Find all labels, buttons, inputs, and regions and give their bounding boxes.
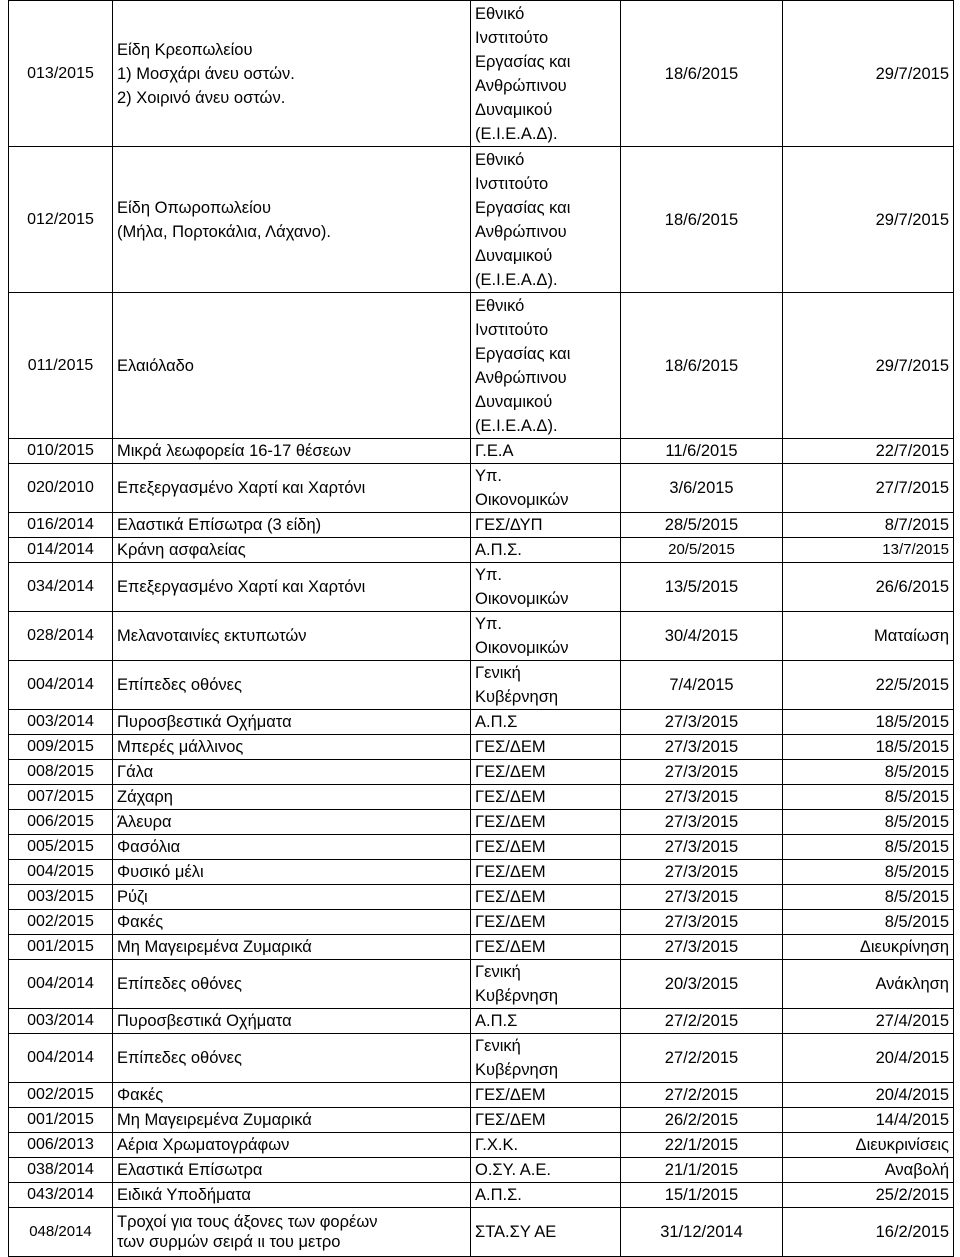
tender-date-end: 16/2/2015 — [783, 1208, 954, 1257]
tender-date-start: 27/3/2015 — [621, 810, 783, 835]
tender-code: 003/2015 — [9, 885, 113, 910]
table-row — [9, 1034, 954, 1083]
tender-item: Άλευρα — [113, 810, 471, 835]
tender-agency: Γενική Κυβέρνηση — [471, 960, 621, 1009]
tender-agency: Εθνικό Ινστιτούτο Εργασίας και Ανθρώπινου Δυναμικού (Ε.Ι.Ε.Α.Δ). — [471, 1, 621, 147]
tender-code: 001/2015 — [9, 1108, 113, 1133]
tender-code: 034/2014 — [9, 563, 113, 612]
tender-agency: Υπ. Οικονομικών — [471, 563, 621, 612]
tender-agency: Υπ. Οικονομικών — [471, 464, 621, 513]
tender-agency: ΓΕΣ/ΔΕΜ — [471, 910, 621, 935]
tender-agency: Α.Π.Σ — [471, 1009, 621, 1034]
table-row — [9, 710, 954, 735]
tender-item: Κράνη ασφαλείας — [113, 538, 471, 563]
tender-code: 013/2015 — [9, 1, 113, 147]
tender-agency: ΓΕΣ/ΔΥΠ — [471, 513, 621, 538]
tender-date-start: 13/5/2015 — [621, 563, 783, 612]
tender-code: 011/2015 — [9, 293, 113, 439]
tender-item: Μελανοταινίες εκτυπωτών — [113, 612, 471, 661]
table-row — [9, 464, 954, 513]
tender-agency: ΣΤΑ.ΣΥ ΑΕ — [471, 1208, 621, 1257]
table-row — [9, 147, 954, 293]
table-row — [9, 835, 954, 860]
tender-date-end: 29/7/2015 — [783, 147, 954, 293]
tender-date-end: 27/7/2015 — [783, 464, 954, 513]
tender-date-start: 30/4/2015 — [621, 612, 783, 661]
tender-item: Φακές — [113, 1083, 471, 1108]
tender-code: 003/2014 — [9, 1009, 113, 1034]
tender-agency: ΓΕΣ/ΔΕΜ — [471, 860, 621, 885]
tender-item: Ειδικά Υποδήματα — [113, 1183, 471, 1208]
tender-item: Μη Μαγειρεμένα Ζυμαρικά — [113, 935, 471, 960]
tender-date-start: 3/6/2015 — [621, 464, 783, 513]
tender-date-start: 20/3/2015 — [621, 960, 783, 1009]
table-row — [9, 860, 954, 885]
tender-date-start: 21/1/2015 — [621, 1158, 783, 1183]
table-row — [9, 1208, 954, 1257]
table-row — [9, 1083, 954, 1108]
tender-item: Ζάχαρη — [113, 785, 471, 810]
tender-item: Ελαστικά Επίσωτρα — [113, 1158, 471, 1183]
tender-item: Ελαστικά Επίσωτρα (3 είδη) — [113, 513, 471, 538]
tender-date-start: 27/3/2015 — [621, 735, 783, 760]
tender-date-start: 28/5/2015 — [621, 513, 783, 538]
tender-date-end: 18/5/2015 — [783, 710, 954, 735]
tender-agency: ΓΕΣ/ΔΕΜ — [471, 1083, 621, 1108]
tender-date-end: 29/7/2015 — [783, 293, 954, 439]
tender-date-start: 27/3/2015 — [621, 860, 783, 885]
tender-item: Ρύζι — [113, 885, 471, 910]
table-row — [9, 538, 954, 563]
tender-agency: ΓΕΣ/ΔΕΜ — [471, 1108, 621, 1133]
table-row — [9, 760, 954, 785]
tender-date-end: 22/5/2015 — [783, 661, 954, 710]
tender-agency: Γενική Κυβέρνηση — [471, 1034, 621, 1083]
tender-date-start: 31/12/2014 — [621, 1208, 783, 1257]
tender-date-start: 27/2/2015 — [621, 1009, 783, 1034]
tender-table — [8, 0, 954, 1257]
tender-code: 006/2015 — [9, 810, 113, 835]
table-row — [9, 885, 954, 910]
tender-code: 038/2014 — [9, 1158, 113, 1183]
table-row — [9, 563, 954, 612]
tender-item: Είδη Οπωροπωλείου (Μήλα, Πορτοκάλια, Λάχανο). — [113, 147, 471, 293]
tender-agency: Εθνικό Ινστιτούτο Εργασίας και Ανθρώπινου Δυναμικού (Ε.Ι.Ε.Α.Δ). — [471, 293, 621, 439]
tender-code: 006/2013 — [9, 1133, 113, 1158]
tender-agency: ΓΕΣ/ΔΕΜ — [471, 810, 621, 835]
table-row — [9, 293, 954, 439]
tender-item: Επίπεδες οθόνες — [113, 960, 471, 1009]
tender-agency: Ο.ΣΥ. Α.Ε. — [471, 1158, 621, 1183]
tender-item: Πυροσβεστικά Οχήματα — [113, 1009, 471, 1034]
table-row — [9, 785, 954, 810]
tender-agency: ΓΕΣ/ΔΕΜ — [471, 760, 621, 785]
table-row — [9, 910, 954, 935]
tender-agency: Α.Π.Σ. — [471, 1183, 621, 1208]
table-row — [9, 1183, 954, 1208]
tender-date-start: 27/3/2015 — [621, 710, 783, 735]
tender-code: 010/2015 — [9, 439, 113, 464]
tender-code: 043/2014 — [9, 1183, 113, 1208]
tender-code: 004/2014 — [9, 960, 113, 1009]
tender-code: 004/2015 — [9, 860, 113, 885]
tender-date-start: 27/3/2015 — [621, 935, 783, 960]
tender-date-start: 18/6/2015 — [621, 147, 783, 293]
tender-date-start: 27/3/2015 — [621, 885, 783, 910]
tender-item: Αέρια Χρωματογράφων — [113, 1133, 471, 1158]
tender-agency: Γ.Χ.Κ. — [471, 1133, 621, 1158]
tender-date-end: Αναβολή — [783, 1158, 954, 1183]
tender-agency: Γενική Κυβέρνηση — [471, 661, 621, 710]
tender-date-end: 27/4/2015 — [783, 1009, 954, 1034]
tender-agency: ΓΕΣ/ΔΕΜ — [471, 885, 621, 910]
tender-date-end: Διευκρίνηση — [783, 935, 954, 960]
tender-date-end: 26/6/2015 — [783, 563, 954, 612]
tender-item: Γάλα — [113, 760, 471, 785]
table-row — [9, 661, 954, 710]
tender-code: 004/2014 — [9, 1034, 113, 1083]
tender-date-end: Διευκρινίσεις — [783, 1133, 954, 1158]
tender-code: 016/2014 — [9, 513, 113, 538]
tender-agency: ΓΕΣ/ΔΕΜ — [471, 785, 621, 810]
tender-date-start: 18/6/2015 — [621, 1, 783, 147]
tender-date-start: 26/2/2015 — [621, 1108, 783, 1133]
tender-agency: Α.Π.Σ — [471, 710, 621, 735]
tender-date-end: 13/7/2015 — [783, 538, 954, 563]
tender-date-start: 27/2/2015 — [621, 1034, 783, 1083]
tender-date-start: 20/5/2015 — [621, 538, 783, 563]
tender-date-end: 25/2/2015 — [783, 1183, 954, 1208]
tender-date-end: Ανάκληση — [783, 960, 954, 1009]
tender-date-end: 29/7/2015 — [783, 1, 954, 147]
tender-agency: Υπ. Οικονομικών — [471, 612, 621, 661]
tender-agency: Εθνικό Ινστιτούτο Εργασίας και Ανθρώπινου Δυναμικού (Ε.Ι.Ε.Α.Δ). — [471, 147, 621, 293]
tender-code: 007/2015 — [9, 785, 113, 810]
tender-date-start: 27/3/2015 — [621, 785, 783, 810]
table-row — [9, 1, 954, 147]
tender-agency: Γ.Ε.Α — [471, 439, 621, 464]
tender-date-end: Ματαίωση — [783, 612, 954, 661]
tender-code: 009/2015 — [9, 735, 113, 760]
tender-code: 004/2014 — [9, 661, 113, 710]
tender-date-end: 8/7/2015 — [783, 513, 954, 538]
table-row — [9, 960, 954, 1009]
tender-code: 008/2015 — [9, 760, 113, 785]
tender-item: Πυροσβεστικά Οχήματα — [113, 710, 471, 735]
tender-agency: ΓΕΣ/ΔΕΜ — [471, 935, 621, 960]
tender-agency: ΓΕΣ/ΔΕΜ — [471, 835, 621, 860]
tender-item: Ελαιόλαδο — [113, 293, 471, 439]
tender-agency: Α.Π.Σ. — [471, 538, 621, 563]
table-row — [9, 1133, 954, 1158]
tender-date-end: 8/5/2015 — [783, 860, 954, 885]
tender-code: 048/2014 — [9, 1208, 113, 1257]
tender-code: 012/2015 — [9, 147, 113, 293]
tender-table-body — [9, 1, 954, 1257]
tender-date-end: 14/4/2015 — [783, 1108, 954, 1133]
tender-code: 002/2015 — [9, 1083, 113, 1108]
tender-date-start: 15/1/2015 — [621, 1183, 783, 1208]
tender-date-start: 18/6/2015 — [621, 293, 783, 439]
tender-date-end: 22/7/2015 — [783, 439, 954, 464]
tender-code: 028/2014 — [9, 612, 113, 661]
tender-item: Μπερές μάλλινος — [113, 735, 471, 760]
tender-code: 020/2010 — [9, 464, 113, 513]
tender-date-end: 8/5/2015 — [783, 785, 954, 810]
tender-date-start: 27/3/2015 — [621, 910, 783, 935]
tender-date-start: 27/3/2015 — [621, 760, 783, 785]
tender-item: Τροχοί για τους άξονες των φορέων των συρμών σειρά ιι του μετρο — [113, 1208, 471, 1257]
tender-date-end: 8/5/2015 — [783, 760, 954, 785]
tender-date-end: 8/5/2015 — [783, 885, 954, 910]
tender-item: Είδη Κρεοπωλείου 1) Μοσχάρι άνευ οστών. 2) Χοιρινό άνευ οστών. — [113, 1, 471, 147]
tender-item: Φασόλια — [113, 835, 471, 860]
tender-date-start: 27/3/2015 — [621, 835, 783, 860]
tender-code: 002/2015 — [9, 910, 113, 935]
tender-date-end: 8/5/2015 — [783, 910, 954, 935]
tender-date-end: 18/5/2015 — [783, 735, 954, 760]
table-row — [9, 612, 954, 661]
tender-code: 005/2015 — [9, 835, 113, 860]
tender-item: Μη Μαγειρεμένα Ζυμαρικά — [113, 1108, 471, 1133]
table-row — [9, 1009, 954, 1034]
tender-item: Επίπεδες οθόνες — [113, 661, 471, 710]
tender-date-start: 27/2/2015 — [621, 1083, 783, 1108]
tender-item: Επίπεδες οθόνες — [113, 1034, 471, 1083]
tender-date-end: 8/5/2015 — [783, 810, 954, 835]
table-row — [9, 1108, 954, 1133]
tender-code: 003/2014 — [9, 710, 113, 735]
tender-item: Φακές — [113, 910, 471, 935]
table-row — [9, 513, 954, 538]
tender-date-start: 7/4/2015 — [621, 661, 783, 710]
table-row — [9, 1158, 954, 1183]
tender-date-end: 20/4/2015 — [783, 1034, 954, 1083]
tender-code: 014/2014 — [9, 538, 113, 563]
table-row — [9, 810, 954, 835]
tender-agency: ΓΕΣ/ΔΕΜ — [471, 735, 621, 760]
table-row — [9, 439, 954, 464]
tender-date-end: 8/5/2015 — [783, 835, 954, 860]
tender-date-start: 22/1/2015 — [621, 1133, 783, 1158]
tender-date-start: 11/6/2015 — [621, 439, 783, 464]
tender-code: 001/2015 — [9, 935, 113, 960]
table-row — [9, 935, 954, 960]
tender-date-end: 20/4/2015 — [783, 1083, 954, 1108]
tender-item: Μικρά λεωφορεία 16-17 θέσεων — [113, 439, 471, 464]
tender-item: Επεξεργασμένο Χαρτί και Χαρτόνι — [113, 464, 471, 513]
table-row — [9, 735, 954, 760]
tender-item: Επεξεργασμένο Χαρτί και Χαρτόνι — [113, 563, 471, 612]
tender-item: Φυσικό μέλι — [113, 860, 471, 885]
